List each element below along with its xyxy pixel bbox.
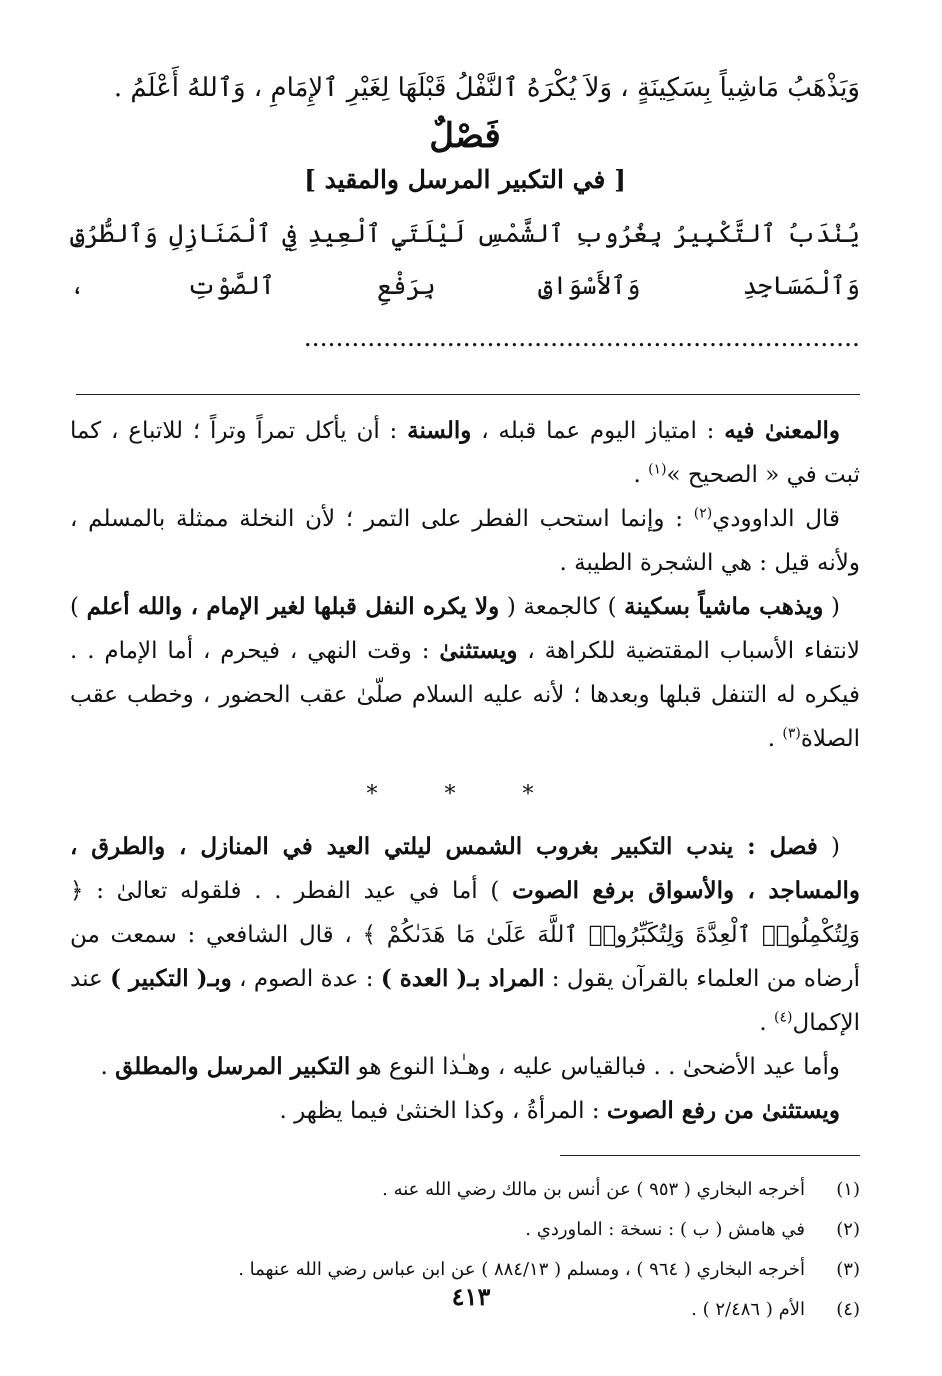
- bold-text: وبـ( التكبير ): [110, 965, 232, 992]
- bold-text: المراد بـ( العدة ): [380, 965, 545, 992]
- footnote-number: (٢): [836, 1219, 860, 1240]
- section-stars: * * *: [366, 782, 564, 807]
- text: قال الداوودي: [712, 506, 841, 532]
- footnote-item: [70, 1210, 860, 1250]
- bold-text: ولا يكره النفل قبلها لغير الإمام ، والله أعلم: [86, 593, 500, 620]
- commentary-paragraph-1: [70, 409, 860, 497]
- bold-text: والمعنىٰ فيه: [724, 417, 840, 444]
- text: (: [823, 594, 840, 620]
- text: : المرأةُ ، وكذا الخنثىٰ فيما يظهر .: [279, 1098, 607, 1124]
- footnote-ref[interactable]: (٢): [693, 505, 713, 522]
- text: .: [100, 1054, 116, 1080]
- footnote-divider: [560, 1155, 860, 1156]
- text: .: [759, 1010, 775, 1036]
- text: : عدة الصوم ،: [231, 966, 381, 992]
- text: : وقت النهي ، فيحرم ، أما الإمام . . فيكره له التنفل قبلها وبعدها ؛ لأنه عليه السلام صلّىٰ عقب الحضور ، وخطب عقب الصلاة: [70, 638, 860, 752]
- footnote-ref[interactable]: (١): [648, 461, 667, 478]
- bold-text: فصل : يندب التكبير بغروب الشمس ليلتي العيد في المنازل ، والطرق ، والمساجد ، والأسواق برفع الصوت: [70, 833, 861, 904]
- text: .: [767, 726, 783, 752]
- text: عند الإكمال: [70, 966, 860, 1036]
- footnote-text: الأم ( ٢/٤٨٦ ) .: [691, 1299, 805, 1320]
- matn-text: يُنْدَبُ ٱلتَّكْبِيرُ بِغُرُوبِ ٱلشَّمْسِ لَيْلَتَيِ ٱلْعِيدِ فِي ٱلْمَنَازِلِ وَٱلطُّرُقِ وَٱلْمَسَاجِدِ وَٱلأَسْوَاقِ بِرَفْعِ ٱلصَّوْتِ ،: [70, 219, 860, 300]
- page: [70, 50, 860, 1350]
- bold-text: ويستثنىٰ من رفع الصوت: [606, 1097, 840, 1124]
- matn-paragraph: [70, 208, 860, 364]
- text: : امتياز اليوم عما قبله ،: [471, 418, 725, 444]
- commentary-paragraph-3: [70, 585, 860, 761]
- text: : وإنما استحب الفطر على التمر ؛ لأن النخلة ممثلة بالمسلم ، ولأنه قيل : هي الشجرة الطيبة .: [70, 506, 860, 576]
- bold-text: والسنة: [407, 417, 472, 444]
- text: ) لانتفاء الأسباب المقتضية للكراهة ،: [70, 594, 860, 664]
- footnote-item: [70, 1170, 860, 1210]
- text: ) أما في عيد الفطر . . فلقوله تعالىٰ : ﴿ وَلِتُكْمِلُوا۟ ٱلْعِدَّةَ وَلِتُكَبِّرُوا۟ ٱللَّهَ عَلَىٰ مَا هَدَىٰكُمْ ﴾ ، قال الشافعي : سمعت من أرضاه من العلماء بالقرآن يقول :: [70, 878, 860, 992]
- text: : أن يأكل تمراً وتراً ؛ للاتباع ، كما ثبت في « الصحيح »: [70, 418, 860, 488]
- text: .: [633, 462, 649, 488]
- footnote-ref[interactable]: (٤): [774, 1009, 793, 1026]
- footnote-text: أخرجه البخاري ( ٩٦٤ ) ، ومسلم ( ٨٨٤/١٣ ) عن ابن عباس رضي الله عنهما .: [238, 1259, 805, 1280]
- bold-text: ويذهب ماشياً بسكينة: [624, 593, 824, 620]
- footnote-number: (٣): [836, 1259, 860, 1280]
- text: (: [817, 834, 840, 860]
- commentary-paragraph-6: [70, 1089, 860, 1133]
- commentary: [70, 409, 860, 1133]
- text: وأما عيد الأضحىٰ . . فبالقياس عليه ، وهـٰذا النوع هو: [350, 1054, 840, 1080]
- text: ) كالجمعة (: [499, 594, 625, 620]
- commentary-paragraph-5: [70, 1045, 860, 1089]
- footnote-number: (١): [836, 1179, 860, 1200]
- footnote-ref[interactable]: (٣): [782, 725, 801, 742]
- section-subheading: [ في التكبير المرسل والمقيد ]: [304, 165, 626, 194]
- matn-line: وَيَذْهَبُ مَاشِياً بِسَكِينَةٍ ، وَلاَ يُكْرَهُ ٱلنَّفْلُ قَبْلَهَا لِغَيْرِ ٱلإِمَامِ ، وَٱللهُ أَعْلَمُ .: [113, 73, 860, 103]
- footnote-number: (٤): [836, 1299, 860, 1320]
- footnote-text: أخرجه البخاري ( ٩٥٣ ) عن أنس بن مالك رضي الله عنه .: [382, 1179, 805, 1200]
- commentary-paragraph-4: [70, 825, 860, 1045]
- matn-divider: [76, 394, 860, 395]
- commentary-paragraph-2: [70, 497, 860, 585]
- bold-text: ويستثنىٰ: [439, 637, 518, 664]
- bold-text: التكبير المرسل والمطلق: [115, 1053, 351, 1080]
- section-heading: فَصْلٌ: [429, 116, 501, 156]
- page-number: ٤١٣: [451, 1282, 491, 1311]
- dots-separator: ......................................................................: [303, 323, 860, 352]
- footnote-text: في هامش ( ب ) : نسخة : الماوردي .: [525, 1219, 805, 1240]
